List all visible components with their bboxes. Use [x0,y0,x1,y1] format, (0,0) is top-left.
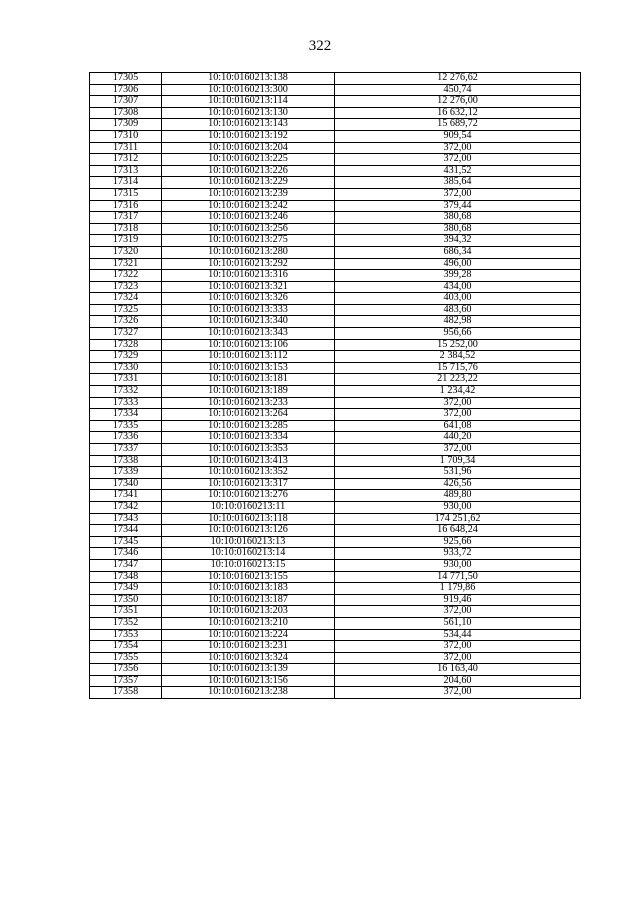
row-number-cell: 17328 [90,339,162,351]
value-cell: 372,00 [335,444,581,456]
table-row [90,212,581,224]
row-number-cell: 17315 [90,188,162,200]
cadastral-number-cell: 10:10:0160213:143 [162,119,335,131]
value-cell: 489,80 [335,490,581,502]
table-row [90,675,581,687]
cadastral-number-cell: 10:10:0160213:112 [162,351,335,363]
value-cell: 431,52 [335,165,581,177]
value-cell: 930,00 [335,559,581,571]
table-row [90,258,581,270]
row-number-cell: 17349 [90,583,162,595]
table-row [90,107,581,119]
value-cell: 372,00 [335,188,581,200]
cadastral-number-cell: 10:10:0160213:13 [162,536,335,548]
value-cell: 641,08 [335,420,581,432]
cadastral-number-cell: 10:10:0160213:280 [162,246,335,258]
row-number-cell: 17330 [90,362,162,374]
value-cell: 686,34 [335,246,581,258]
cadastral-number-cell: 10:10:0160213:275 [162,235,335,247]
row-number-cell: 17353 [90,629,162,641]
row-number-cell: 17327 [90,328,162,340]
value-cell: 16 632,12 [335,107,581,119]
value-cell: 372,00 [335,652,581,664]
table-row [90,525,581,537]
table-row [90,583,581,595]
value-cell: 372,00 [335,409,581,421]
cadastral-number-cell: 10:10:0160213:106 [162,339,335,351]
table-row [90,177,581,189]
table-row [90,652,581,664]
table-row [90,73,581,85]
row-number-cell: 17321 [90,258,162,270]
row-number-cell: 17346 [90,548,162,560]
cadastral-number-cell: 10:10:0160213:256 [162,223,335,235]
cadastral-number-cell: 10:10:0160213:183 [162,583,335,595]
row-number-cell: 17307 [90,96,162,108]
cadastral-number-cell: 10:10:0160213:181 [162,374,335,386]
table-row [90,397,581,409]
table-row [90,432,581,444]
cadastral-number-cell: 10:10:0160213:276 [162,490,335,502]
table-row [90,130,581,142]
cadastral-number-cell: 10:10:0160213:292 [162,258,335,270]
value-cell: 204,60 [335,675,581,687]
table-row [90,687,581,699]
cadastral-number-cell: 10:10:0160213:316 [162,270,335,282]
table-row [90,200,581,212]
row-number-cell: 17309 [90,119,162,131]
table-row [90,328,581,340]
table-row [90,223,581,235]
value-cell: 15 689,72 [335,119,581,131]
cadastral-number-cell: 10:10:0160213:156 [162,675,335,687]
cadastral-number-cell: 10:10:0160213:238 [162,687,335,699]
row-number-cell: 17306 [90,84,162,96]
value-cell: 930,00 [335,501,581,513]
cadastral-number-cell: 10:10:0160213:130 [162,107,335,119]
cadastral-number-cell: 10:10:0160213:317 [162,478,335,490]
cadastral-number-cell: 10:10:0160213:413 [162,455,335,467]
value-cell: 1 709,34 [335,455,581,467]
value-cell: 380,68 [335,212,581,224]
cadastral-number-cell: 10:10:0160213:233 [162,397,335,409]
cadastral-number-cell: 10:10:0160213:126 [162,525,335,537]
table-row [90,119,581,131]
row-number-cell: 17339 [90,467,162,479]
cadastral-number-cell: 10:10:0160213:139 [162,664,335,676]
value-cell: 15 252,00 [335,339,581,351]
row-number-cell: 17356 [90,664,162,676]
row-number-cell: 17331 [90,374,162,386]
row-number-cell: 17344 [90,525,162,537]
table-row [90,246,581,258]
cadastral-number-cell: 10:10:0160213:343 [162,328,335,340]
value-cell: 483,60 [335,304,581,316]
cadastral-number-cell: 10:10:0160213:334 [162,432,335,444]
row-number-cell: 17357 [90,675,162,687]
value-cell: 933,72 [335,548,581,560]
table-row [90,571,581,583]
row-number-cell: 17342 [90,501,162,513]
cadastral-number-cell: 10:10:0160213:203 [162,606,335,618]
row-number-cell: 17317 [90,212,162,224]
table-row [90,84,581,96]
row-number-cell: 17354 [90,641,162,653]
cadastral-number-cell: 10:10:0160213:210 [162,617,335,629]
table-row [90,96,581,108]
cadastral-number-cell: 10:10:0160213:226 [162,165,335,177]
row-number-cell: 17324 [90,293,162,305]
table-row [90,165,581,177]
value-cell: 925,66 [335,536,581,548]
row-number-cell: 17313 [90,165,162,177]
value-cell: 21 223,22 [335,374,581,386]
cadastral-number-cell: 10:10:0160213:187 [162,594,335,606]
table-row [90,386,581,398]
row-number-cell: 17334 [90,409,162,421]
value-cell: 426,56 [335,478,581,490]
table-row [90,351,581,363]
table-row [90,420,581,432]
value-cell: 450,74 [335,84,581,96]
value-cell: 956,66 [335,328,581,340]
table-row [90,316,581,328]
value-cell: 14 771,50 [335,571,581,583]
row-number-cell: 17318 [90,223,162,235]
table-row [90,641,581,653]
table-row [90,606,581,618]
table-row [90,664,581,676]
row-number-cell: 17325 [90,304,162,316]
cadastral-number-cell: 10:10:0160213:352 [162,467,335,479]
row-number-cell: 17332 [90,386,162,398]
cadastral-number-cell: 10:10:0160213:300 [162,84,335,96]
row-number-cell: 17323 [90,281,162,293]
table-row [90,629,581,641]
row-number-cell: 17310 [90,130,162,142]
table-row [90,188,581,200]
cadastral-number-cell: 10:10:0160213:242 [162,200,335,212]
row-number-cell: 17311 [90,142,162,154]
cadastral-number-cell: 10:10:0160213:321 [162,281,335,293]
value-cell: 372,00 [335,641,581,653]
table-row [90,409,581,421]
value-cell: 12 276,00 [335,96,581,108]
row-number-cell: 17322 [90,270,162,282]
value-cell: 2 384,52 [335,351,581,363]
row-number-cell: 17345 [90,536,162,548]
table-row [90,478,581,490]
cadastral-number-cell: 10:10:0160213:224 [162,629,335,641]
cadastral-number-cell: 10:10:0160213:114 [162,96,335,108]
row-number-cell: 17305 [90,73,162,85]
value-cell: 434,00 [335,281,581,293]
value-cell: 399,28 [335,270,581,282]
table-row [90,501,581,513]
cadastral-number-cell: 10:10:0160213:264 [162,409,335,421]
value-cell: 372,00 [335,397,581,409]
cadastral-number-cell: 10:10:0160213:138 [162,73,335,85]
cadastral-number-cell: 10:10:0160213:340 [162,316,335,328]
table-row [90,548,581,560]
table-row [90,293,581,305]
table-row [90,235,581,247]
table-row [90,467,581,479]
cadastral-number-cell: 10:10:0160213:118 [162,513,335,525]
cadastral-number-cell: 10:10:0160213:192 [162,130,335,142]
row-number-cell: 17314 [90,177,162,189]
row-number-cell: 17347 [90,559,162,571]
value-cell: 531,96 [335,467,581,479]
value-cell: 1 179,86 [335,583,581,595]
row-number-cell: 17337 [90,444,162,456]
value-cell: 16 163,40 [335,664,581,676]
table-row [90,339,581,351]
value-cell: 403,00 [335,293,581,305]
value-cell: 919,46 [335,594,581,606]
value-cell: 440,20 [335,432,581,444]
page-number: 322 [308,38,332,54]
row-number-cell: 17335 [90,420,162,432]
cadastral-number-cell: 10:10:0160213:246 [162,212,335,224]
cadastral-number-cell: 10:10:0160213:239 [162,188,335,200]
row-number-cell: 17350 [90,594,162,606]
table-row [90,154,581,166]
row-number-cell: 17352 [90,617,162,629]
value-cell: 372,00 [335,687,581,699]
row-number-cell: 17333 [90,397,162,409]
row-number-cell: 17312 [90,154,162,166]
value-cell: 1 234,42 [335,386,581,398]
cadastral-number-cell: 10:10:0160213:324 [162,652,335,664]
row-number-cell: 17308 [90,107,162,119]
row-number-cell: 17340 [90,478,162,490]
row-number-cell: 17338 [90,455,162,467]
cadastral-number-cell: 10:10:0160213:333 [162,304,335,316]
row-number-cell: 17348 [90,571,162,583]
value-cell: 372,00 [335,142,581,154]
row-number-cell: 17336 [90,432,162,444]
table-body [90,73,581,699]
table-row [90,513,581,525]
row-number-cell: 17343 [90,513,162,525]
value-cell: 372,00 [335,606,581,618]
row-number-cell: 17316 [90,200,162,212]
cadastral-number-cell: 10:10:0160213:15 [162,559,335,571]
row-number-cell: 17319 [90,235,162,247]
table-row [90,374,581,386]
value-cell: 496,00 [335,258,581,270]
registry-table [89,72,581,699]
cadastral-number-cell: 10:10:0160213:204 [162,142,335,154]
cadastral-number-cell: 10:10:0160213:14 [162,548,335,560]
cadastral-number-cell: 10:10:0160213:326 [162,293,335,305]
cadastral-number-cell: 10:10:0160213:353 [162,444,335,456]
cadastral-number-cell: 10:10:0160213:153 [162,362,335,374]
value-cell: 372,00 [335,154,581,166]
table-row [90,455,581,467]
value-cell: 561,10 [335,617,581,629]
table-row [90,559,581,571]
row-number-cell: 17320 [90,246,162,258]
value-cell: 380,68 [335,223,581,235]
row-number-cell: 17341 [90,490,162,502]
cadastral-number-cell: 10:10:0160213:155 [162,571,335,583]
value-cell: 385,64 [335,177,581,189]
cadastral-number-cell: 10:10:0160213:225 [162,154,335,166]
value-cell: 12 276,62 [335,73,581,85]
table-row [90,362,581,374]
cadastral-number-cell: 10:10:0160213:231 [162,641,335,653]
cadastral-number-cell: 10:10:0160213:229 [162,177,335,189]
value-cell: 15 715,76 [335,362,581,374]
table-row [90,617,581,629]
value-cell: 482,98 [335,316,581,328]
row-number-cell: 17329 [90,351,162,363]
table-row [90,281,581,293]
value-cell: 909,54 [335,130,581,142]
cadastral-number-cell: 10:10:0160213:189 [162,386,335,398]
value-cell: 174 251,62 [335,513,581,525]
table-row [90,536,581,548]
table-row [90,490,581,502]
row-number-cell: 17355 [90,652,162,664]
table-row [90,304,581,316]
value-cell: 534,44 [335,629,581,641]
row-number-cell: 17326 [90,316,162,328]
value-cell: 394,32 [335,235,581,247]
row-number-cell: 17351 [90,606,162,618]
cadastral-number-cell: 10:10:0160213:285 [162,420,335,432]
cadastral-number-cell: 10:10:0160213:11 [162,501,335,513]
value-cell: 379,44 [335,200,581,212]
row-number-cell: 17358 [90,687,162,699]
table-row [90,142,581,154]
value-cell: 16 648,24 [335,525,581,537]
table-row [90,444,581,456]
table-row [90,270,581,282]
table-row [90,594,581,606]
